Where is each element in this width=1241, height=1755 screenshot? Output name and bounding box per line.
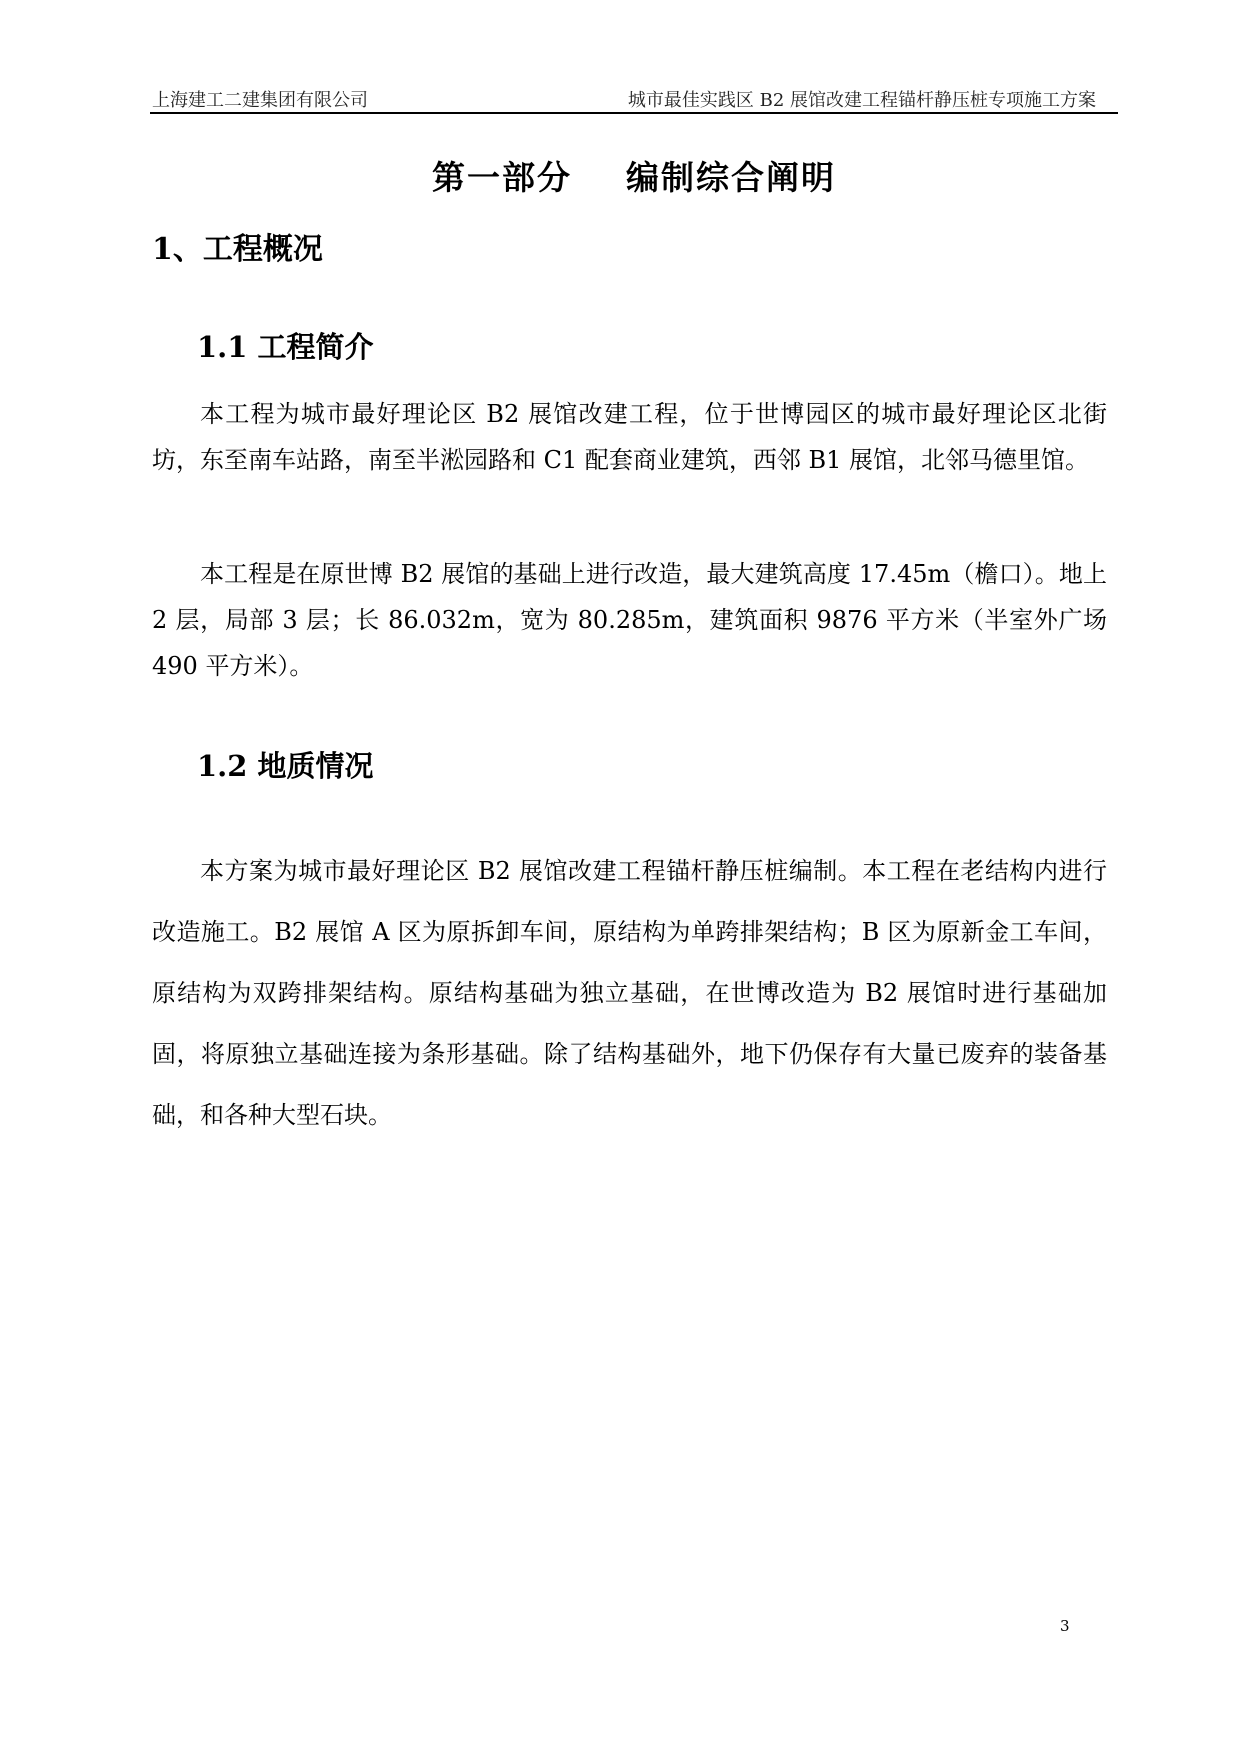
- header-document-title: 城市最佳实践区 B2 展馆改建工程锚杆静压桩专项施工方案: [627, 90, 1096, 111]
- header-divider: [150, 112, 1118, 114]
- paragraph-project-dimensions: 本工程是在原世博 B2 展馆的基础上进行改造，最大建筑高度 17.45m（檐口）。地上 2 层，局部 3 层；长 86.032m，宽为 80.285m，建筑面积 9876 平方米（半室外广场 490 平方米）。: [152, 560, 1107, 680]
- page-number: 3: [1060, 1617, 1070, 1635]
- section-title: 1、工程概况: [152, 232, 323, 267]
- running-header: [150, 86, 1118, 112]
- part-title: 第一部分 编制综合阐明: [432, 158, 836, 197]
- subsection-title-geology: 1.2 地质情况: [197, 749, 374, 783]
- paragraph-project-location: 本工程为城市最好理论区 B2 展馆改建工程，位于世博园区的城市最好理论区北街坊，东至南车站路，南至半淞园路和 C1 配套商业建筑，西邻 B1 展馆，北邻马德里馆。: [152, 400, 1107, 474]
- header-company-name: 上海建工二建集团有限公司: [152, 90, 368, 111]
- subsection-title-overview: 1.1 工程简介: [197, 330, 374, 364]
- paragraph-geology: 本方案为城市最好理论区 B2 展馆改建工程锚杆静压桩编制。本工程在老结构内进行改造施工。B2 展馆 A 区为原拆卸车间，原结构为单跨排架结构；B 区为原新金工车间，原结构为双跨排架结构。原结构基础为独立基础，在世博改造为 B2 展馆时进行基础加固，将原独立基础连接为条形基础。除了结构基础外，地下仍保存有大量已废弃的装备基础，和各种大型石块。: [152, 857, 1107, 1129]
